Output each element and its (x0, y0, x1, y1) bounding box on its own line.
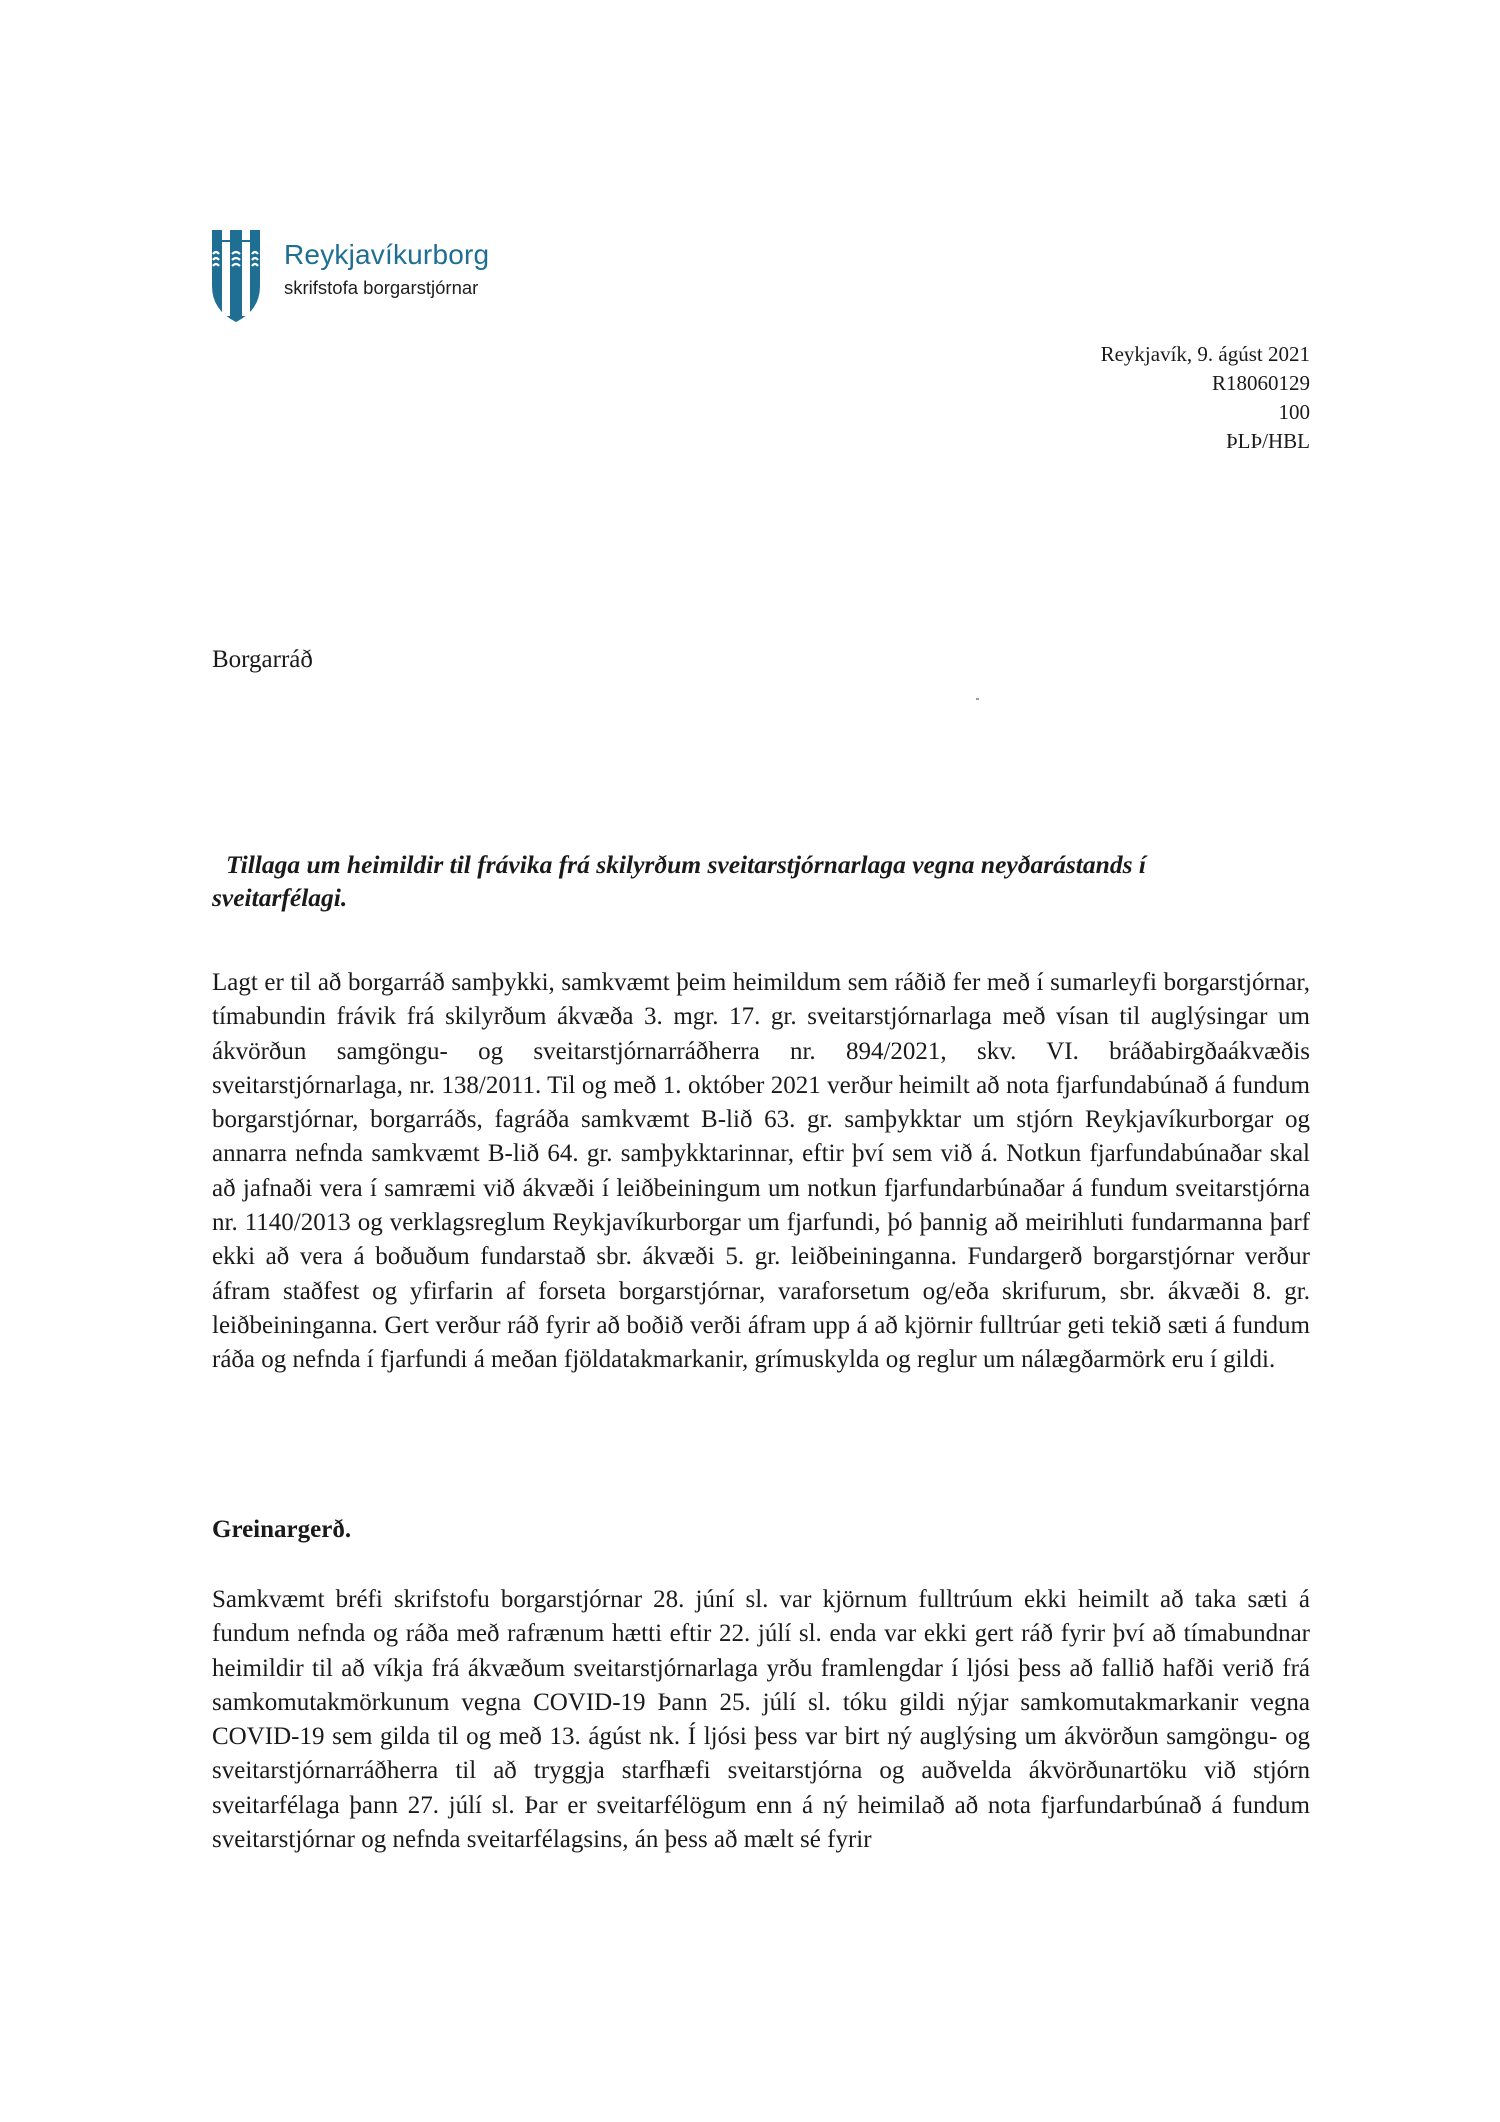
subject-line-1: Tillaga um heimildir til frávika frá skilyrðum sveitarstjórnarlaga vegna neyðarástands í (226, 850, 1146, 879)
reference-code: 100 (1278, 400, 1310, 424)
explanation-paragraph: Samkvæmt bréfi skrifstofu borgarstjórnar 28. júní sl. var kjörnum fulltrúum ekki heimilt að taka sæti á fundum nefnda og ráða með rafrænum hætti eftir 22. júlí sl. enda var ekki gert ráð fyrir því að tímabundnar heimildir til að víkja frá ákvæðum sveitarstjórnarlaga yrðu framlengdar í ljósi þess að fallið hafði verið frá samkomutakmörkunum vegna COVID-19 Þann 25. júlí sl. tóku gildi nýjar samkomutakmarkanir vegna COVID-19 sem gilda til og með 13. ágúst nk. Í ljósi þess var birt ný auglýsing um ákvörðun samgöngu- og sveitarstjórnarráðherra til að tryggja starfhæfi sveitarstjórna og auðvelda ákvörðunartöku við stjórn sveitarfélaga þann 27. júlí sl. Þar er sveitarfélögum enn á ný heimilað að nota fjarfundarbúnað á fundum sveitarstjórnar og nefnda sveitarfélagsins, án þess að mælt sé fyrir (212, 1586, 1310, 1854)
proposal-paragraph: Lagt er til að borgarráð samþykki, samkvæmt þeim heimildum sem ráðið fer með í sumarleyfi borgarstjórnar, tímabundin frávik frá skilyrðum ákvæða 3. mgr. 17. gr. sveitarstjórnarlaga með vísan til auglýsingar um ákvörðun samgöngu- og sveitarstjórnarráðherra nr. 894/2021, skv. VI. bráðabirgðaákvæðis sveitarstjórnarlaga, nr. 138/2011. Til og með 1. október 2021 verður heimilt að nota fjarfundabúnað á fundum borgarstjórnar, borgarráðs, fagráða samkvæmt B-lið 63. gr. samþykktar um stjórn Reykjavíkurborgar og annarra nefnda samkvæmt B-lið 64. gr. samþykktarinnar, eftir því sem við á. Notkun fjarfundabúnaðar skal að jafnaði vera í samræmi við ákvæði í leiðbeiningum um notkun fjarfundarbúnaðar á fundum sveitarstjórna nr. 1140/2013 og verklagsreglum Reykjavíkurborgar um fjarfundi, þó þannig að meirihluti fundarmanna þarf ekki að vera á boðuðum fundarstað sbr. ákvæði 5. gr. leiðbeininganna. Fundargerð borgarstjórnar verður áfram staðfest og yfirfarin af forseta borgarstjórnar, varaforsetum og/eða skrifurum, sbr. ákvæði 8. gr. leiðbeininganna. Gert verður ráð fyrir að boðið verði áfram upp á að kjörnir fulltrúar geti tekið sæti á fundum ráða og nefnda í fjarfundi á meðan fjöldatakmarkanir, grímuskylda og reglur um nálægðarmörk eru í gildi. (212, 969, 1310, 1374)
organization-name: Reykjavíkurborg (284, 239, 490, 270)
subject-line-2: sveitarfélagi. (212, 883, 348, 912)
letterhead (210, 228, 489, 324)
case-number: R18060129 (1211, 371, 1310, 395)
author-initials: ÞLÞ/HBL (1225, 429, 1310, 453)
place-date: Reykjavík, 9. ágúst 2021 (1100, 342, 1310, 366)
organization-block (284, 228, 489, 299)
recipient: Borgarráð (212, 646, 313, 673)
explanation-heading: Greinargerð. (212, 1516, 352, 1543)
coat-of-arms-icon (210, 228, 262, 324)
reference-block (1101, 340, 1310, 456)
subject-heading (212, 848, 1312, 914)
department-name: skrifstofa borgarstjórnar (284, 276, 479, 298)
scan-artifact (976, 698, 979, 700)
